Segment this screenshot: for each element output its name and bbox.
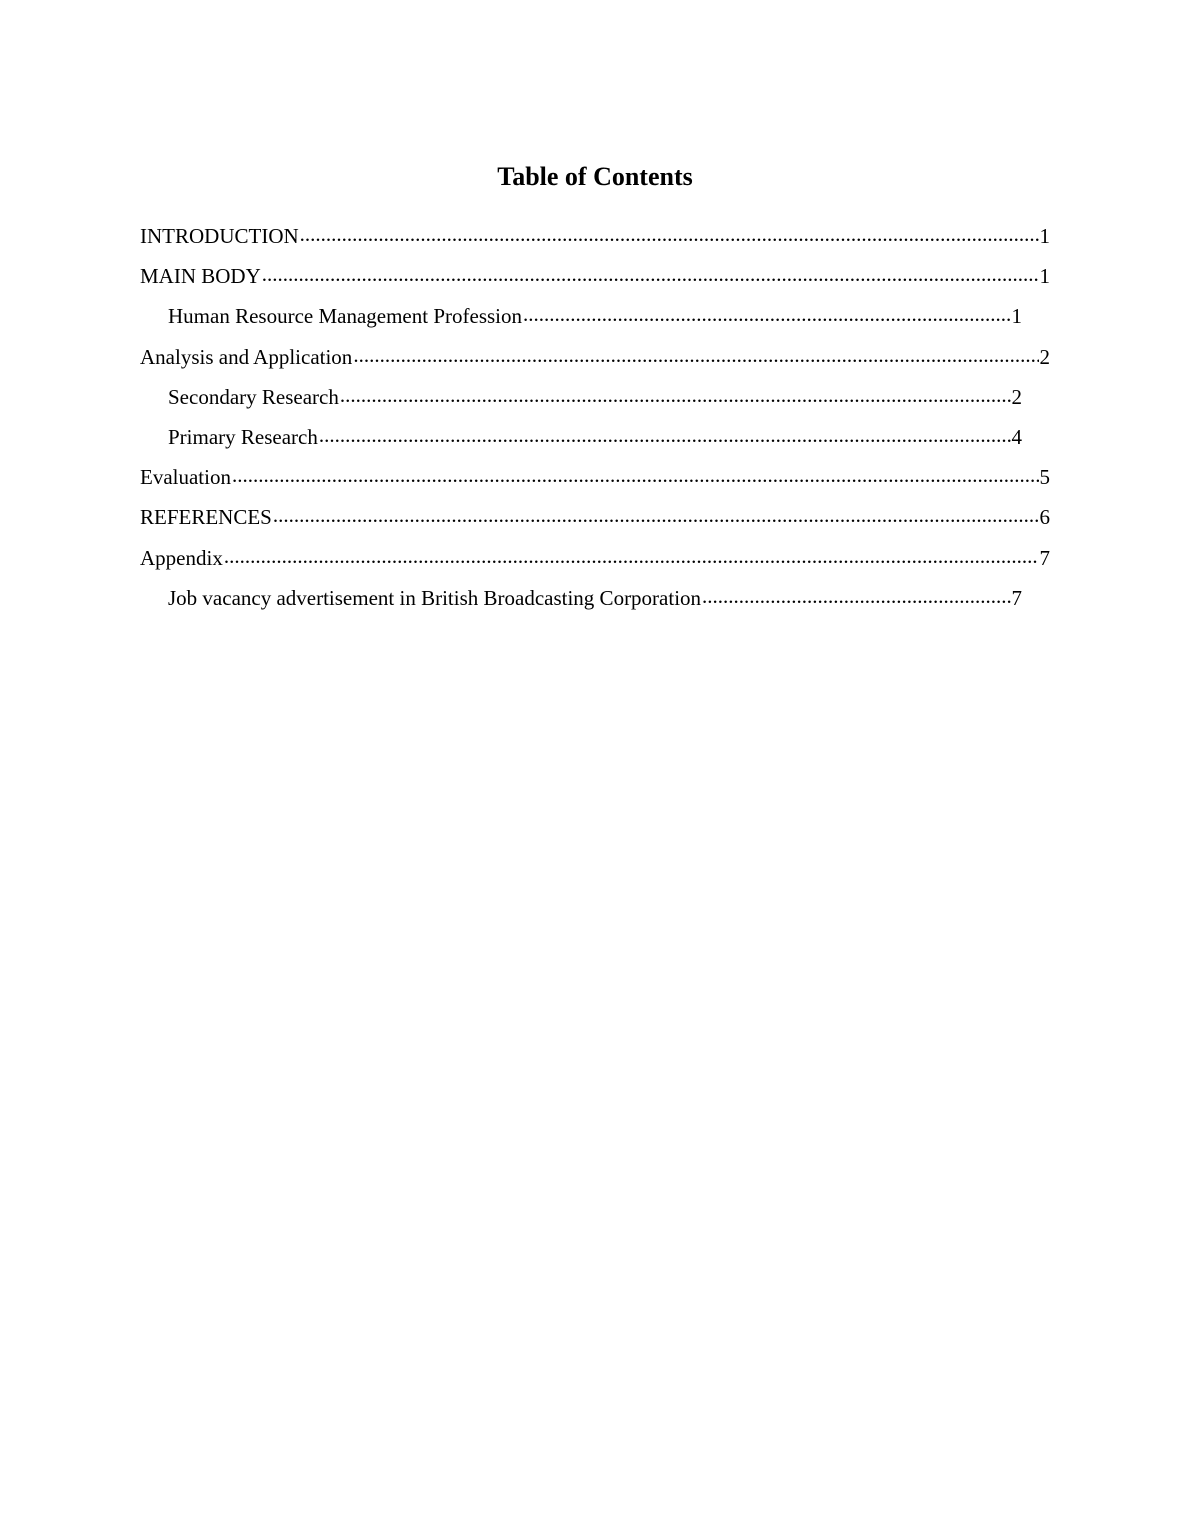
toc-entry-page: 4 (1011, 424, 1022, 449)
toc-entry-page: 1 (1011, 304, 1022, 329)
toc-entry[interactable] (168, 584, 1022, 624)
dot-leader (273, 503, 1039, 524)
toc-entry-label: Analysis and Application (140, 344, 353, 369)
dot-leader (262, 262, 1039, 283)
toc-entry-label: Human Resource Management Profession (168, 304, 522, 329)
dot-leader (232, 463, 1039, 484)
dot-leader (523, 302, 1011, 323)
dot-leader (353, 343, 1038, 364)
toc-entry[interactable] (140, 343, 1050, 383)
toc-entry[interactable] (168, 383, 1022, 423)
toc-entry-label: MAIN BODY (140, 264, 261, 289)
toc-entry-page: 7 (1039, 545, 1050, 570)
toc-entry[interactable] (140, 463, 1050, 503)
toc-entry-page: 1 (1039, 264, 1050, 289)
toc-entry[interactable] (140, 503, 1050, 543)
toc-entry-page: 2 (1039, 344, 1050, 369)
dot-leader (340, 383, 1011, 404)
toc-entry-label: Primary Research (168, 424, 318, 449)
toc-entry[interactable] (140, 262, 1050, 302)
dot-leader (702, 584, 1010, 605)
dot-leader (319, 423, 1011, 444)
toc-entry-page: 1 (1039, 224, 1050, 248)
toc-entry-page: 5 (1039, 465, 1050, 490)
toc-entry-label: INTRODUCTION (140, 224, 299, 248)
toc-entry-label: Secondary Research (168, 384, 339, 409)
dot-leader (300, 222, 1039, 243)
toc-entry-label: Appendix (140, 545, 223, 570)
toc-entry[interactable] (168, 423, 1022, 463)
toc-entry[interactable] (140, 222, 1050, 262)
toc-entry[interactable] (140, 544, 1050, 584)
toc-entry-label: REFERENCES (140, 505, 272, 530)
toc-title: Table of Contents (497, 162, 693, 191)
toc-entry-label: Job vacancy advertisement in British Broadcasting Corporation (168, 585, 702, 610)
dot-leader (224, 544, 1039, 565)
table-of-contents (140, 222, 1050, 624)
toc-entry-label: Evaluation (140, 465, 231, 490)
toc-entry-page: 7 (1011, 585, 1022, 610)
toc-entry[interactable] (168, 302, 1022, 342)
toc-entry-page: 2 (1011, 384, 1022, 409)
toc-entry-page: 6 (1039, 505, 1050, 530)
